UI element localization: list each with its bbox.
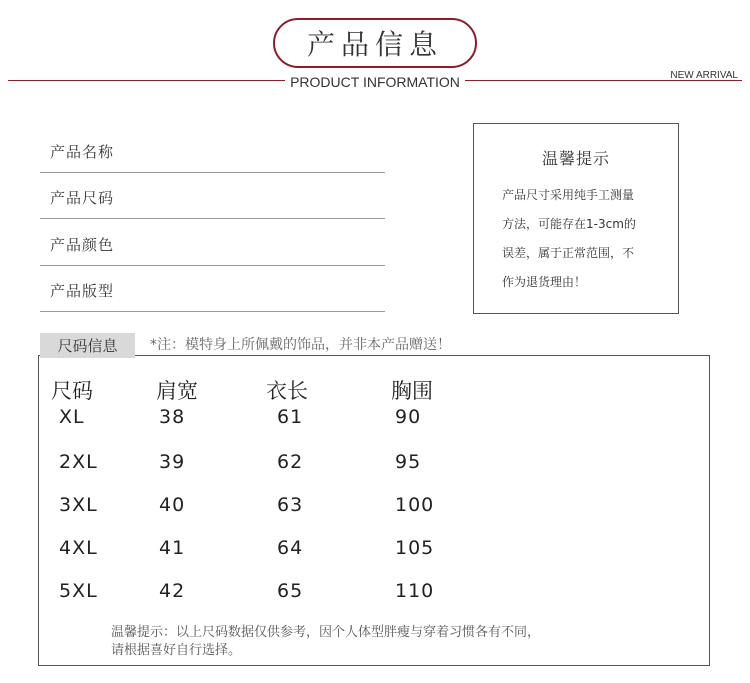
info-row-label: 产品尺码 [50,189,115,207]
cell-size: XL [59,406,85,428]
cell-length: 62 [277,451,304,473]
info-row-color [40,220,385,266]
cell-length: 64 [277,537,304,559]
column-header-size: 尺码 [51,379,93,403]
column-header-chest: 胸围 [391,379,433,403]
size-footnote: 请根据喜好自行选择。 [111,643,242,658]
info-row-label: 产品名称 [50,143,115,161]
cell-chest: 110 [395,580,435,602]
size-table [38,355,710,666]
size-info-tab: 尺码信息 [40,333,135,358]
cell-shoulder: 41 [159,537,186,559]
tip-line: 作为退货理由！ [502,275,587,289]
info-row-label: 产品颜色 [50,236,115,254]
accessory-note: *注：模特身上所佩戴的饰品，并非本产品赠送！ [150,337,451,353]
tip-line: 产品尺寸采用纯手工测量 [502,188,635,202]
cell-shoulder: 40 [159,494,186,516]
column-header-shoulder: 肩宽 [156,379,198,403]
cell-length: 65 [277,580,304,602]
header-rule-left [8,80,285,81]
info-row-fit [40,266,385,312]
cell-length: 63 [277,494,304,516]
cell-size: 4XL [59,537,98,559]
cell-length: 61 [277,406,304,428]
column-header-length: 衣长 [266,379,308,403]
new-arrival-badge: NEW ARRIVAL [670,70,738,81]
cell-chest: 105 [395,537,435,559]
info-row-size [40,173,385,219]
cell-shoulder: 42 [159,580,186,602]
tip-title: 温馨提示 [541,149,610,168]
cell-shoulder: 39 [159,451,186,473]
cell-size: 2XL [59,451,98,473]
cell-shoulder: 38 [159,406,186,428]
info-row-label: 产品版型 [50,282,115,300]
info-row-name [40,127,385,173]
cell-chest: 90 [395,406,422,428]
cell-chest: 100 [395,494,435,516]
size-footnote: 温馨提示：以上尺码数据仅供参考，因个人体型胖瘦与穿着习惯各有不同， [111,625,541,640]
cell-size: 5XL [59,580,98,602]
page-title: 产品信息 [273,18,477,68]
cell-size: 3XL [59,494,98,516]
tip-line: 误差，属于正常范围，不 [502,246,635,260]
tip-line: 方法，可能存在1-3cm的 [502,217,636,231]
page-subtitle: PRODUCT INFORMATION [285,74,465,90]
measurement-tip-box [473,123,679,314]
cell-chest: 95 [395,451,422,473]
